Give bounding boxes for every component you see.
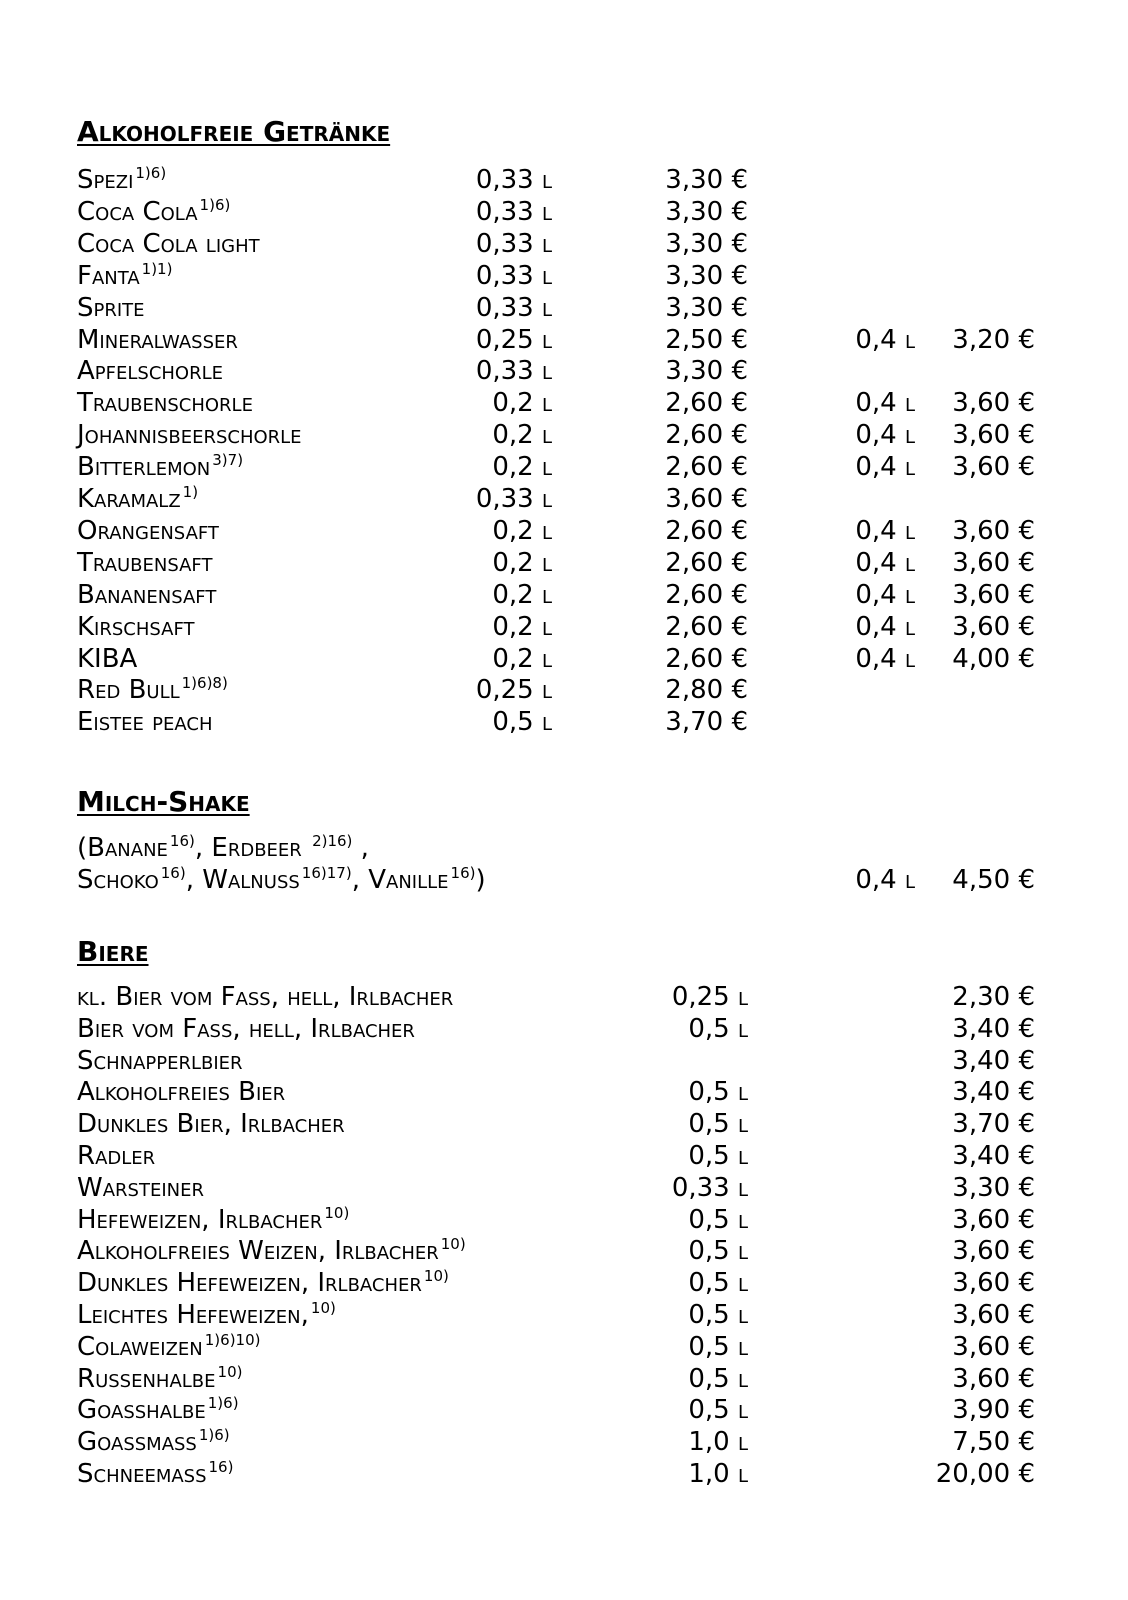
drink-name-text: Traubensaft — [77, 547, 213, 578]
drink-row — [0, 260, 1128, 292]
drink-row — [0, 547, 1128, 579]
drink-volume: 0,25 l — [475, 324, 552, 355]
drink-volume-large: 0,4 l — [855, 611, 915, 642]
beer-row — [0, 1331, 1128, 1363]
beer-price: 3,60 € — [952, 1363, 1035, 1394]
beer-price: 3,40 € — [952, 1077, 1035, 1108]
drink-name-text: Sprite — [77, 292, 145, 323]
allergen-footnote: 16) — [450, 864, 476, 882]
drink-price: 3,30 € — [665, 165, 748, 195]
beer-volume: 0,5 l — [688, 1141, 748, 1171]
beer-price: 3,40 € — [952, 1045, 1035, 1076]
drink-name — [77, 674, 228, 706]
drink-volume: 0,33 l — [475, 356, 552, 387]
drink-volume: 0,2 l — [492, 547, 552, 578]
beer-price: 3,90 € — [952, 1395, 1035, 1426]
beer-name-text: Radler — [77, 1141, 156, 1171]
beer-name-text: Russenhalbe — [77, 1363, 216, 1394]
beer-row — [0, 1204, 1128, 1236]
section-heading-alkoholfrei: Alkoholfreie Getränke — [77, 115, 391, 148]
drink-volume-large: 0,4 l — [855, 420, 915, 451]
allergen-footnote: 1)6) — [135, 164, 167, 182]
beer-name — [77, 1426, 230, 1458]
beer-name-text: Schnapperlbier — [77, 1045, 243, 1076]
beer-volume: 0,5 l — [688, 1300, 748, 1330]
drink-price: 2,60 € — [665, 579, 748, 610]
drink-name — [77, 419, 302, 451]
drink-volume: 0,2 l — [492, 579, 552, 610]
drink-name-text: Spezi — [77, 165, 134, 195]
drink-volume: 0,2 l — [492, 452, 552, 483]
drink-row — [0, 324, 1128, 356]
allergen-footnote: 16) — [160, 864, 186, 882]
beer-name — [77, 1013, 415, 1045]
allergen-footnote: 10) — [324, 1203, 350, 1222]
drink-name — [77, 706, 213, 738]
beer-volume: 1,0 l — [688, 1427, 748, 1458]
beer-price: 7,50 € — [952, 1427, 1035, 1458]
drink-name — [77, 451, 243, 483]
drink-volume-large: 0,4 l — [855, 388, 915, 419]
drink-price: 2,50 € — [665, 324, 748, 355]
drink-volume-large: 0,4 l — [855, 643, 915, 674]
drink-volume: 0,2 l — [492, 515, 552, 546]
beer-name — [77, 1172, 204, 1204]
drink-price: 2,60 € — [665, 547, 748, 578]
drink-name — [77, 643, 137, 675]
drink-price: 2,60 € — [665, 452, 748, 483]
beer-volume: 1,0 l — [688, 1459, 748, 1489]
drink-name-text: Bananensaft — [77, 579, 217, 610]
drink-name — [77, 324, 238, 356]
drink-name-text: KIBA — [77, 643, 138, 674]
milchshake-volume: 0,4 l — [855, 865, 915, 895]
beer-price: 20,00 € — [935, 1459, 1035, 1489]
drink-volume: 0,33 l — [475, 196, 552, 227]
drink-volume-large: 0,4 l — [855, 324, 915, 355]
drink-price: 3,30 € — [665, 292, 748, 323]
drink-name-text: Fanta — [77, 260, 140, 291]
drink-row — [0, 483, 1128, 515]
beer-price: 3,60 € — [952, 1204, 1035, 1235]
beer-volume: 0,5 l — [688, 1331, 748, 1362]
drink-name-text: Coca Cola light — [77, 228, 260, 259]
beer-price: 3,60 € — [952, 1331, 1035, 1362]
beer-row — [0, 1108, 1128, 1140]
beer-name — [77, 1458, 233, 1490]
milchshake-row-2 — [0, 864, 1128, 896]
drink-volume: 0,33 l — [475, 228, 552, 259]
beer-price: 2,30 € — [952, 982, 1035, 1012]
drink-price: 2,60 € — [665, 515, 748, 546]
beer-volume: 0,5 l — [688, 1077, 748, 1108]
beer-name — [77, 1363, 242, 1395]
drink-volume: 0,33 l — [475, 484, 552, 514]
flavor-text: ) — [475, 865, 486, 895]
drink-row — [0, 579, 1128, 611]
drink-name — [77, 515, 219, 547]
allergen-footnote: 3)7) — [212, 451, 244, 470]
beer-name — [77, 1299, 336, 1331]
milchshake-price: 4,50 € — [952, 865, 1035, 895]
drink-row — [0, 451, 1128, 483]
allergen-footnote: 16)17) — [301, 864, 352, 882]
drink-name — [77, 387, 253, 419]
drink-price: 3,30 € — [665, 228, 748, 259]
drink-row — [0, 611, 1128, 643]
beer-name-text: Hefeweizen, Irlbacher — [77, 1204, 323, 1235]
beer-volume: 0,25 l — [671, 982, 748, 1012]
drink-price-large: 4,00 € — [952, 643, 1035, 674]
beer-price: 3,40 € — [952, 1141, 1035, 1171]
drink-name — [77, 611, 195, 643]
allergen-footnote: 10) — [440, 1235, 466, 1254]
drink-volume: 0,2 l — [492, 643, 552, 674]
drink-volume: 0,2 l — [492, 611, 552, 642]
drink-row — [0, 292, 1128, 324]
drink-price: 3,30 € — [665, 196, 748, 227]
drink-price: 2,60 € — [665, 388, 748, 419]
beer-name-text: Colaweizen — [77, 1331, 203, 1362]
beer-name-text: Alkoholfreies Bier — [77, 1077, 286, 1108]
beer-name — [77, 1267, 449, 1299]
milchshake-row-1 — [0, 832, 1128, 864]
drink-name-text: Johannisbeerschorle — [77, 420, 302, 451]
beer-volume: 0,5 l — [688, 1236, 748, 1267]
drink-price: 3,30 € — [665, 356, 748, 387]
drink-name-text: Apfelschorle — [77, 356, 224, 387]
drink-volume: 0,33 l — [475, 292, 552, 323]
drink-row — [0, 228, 1128, 260]
beer-volume: 0,5 l — [688, 1109, 748, 1140]
drink-name-text: Karamalz — [77, 484, 181, 514]
drink-row — [0, 164, 1128, 196]
beer-name — [77, 1108, 345, 1140]
drink-volume: 0,2 l — [492, 420, 552, 451]
beer-row — [0, 1299, 1128, 1331]
drink-name-text: Traubenschorle — [77, 388, 253, 419]
allergen-footnote: 1)6) — [198, 1426, 230, 1445]
beer-name — [77, 1140, 155, 1172]
allergen-footnote: 16) — [169, 832, 195, 850]
drink-volume: 0,33 l — [475, 260, 552, 291]
allergen-footnote: 1)6)10) — [204, 1330, 261, 1349]
drink-name-text: Kirschsaft — [77, 611, 195, 642]
drink-row — [0, 387, 1128, 419]
section-heading-biere: Biere — [77, 935, 149, 968]
drink-volume-large: 0,4 l — [855, 452, 915, 483]
drink-row — [0, 196, 1128, 228]
beer-name-text: Goassmass — [77, 1427, 197, 1458]
drink-name — [77, 196, 230, 228]
section-heading-milchshake: Milch-Shake — [77, 785, 250, 818]
beer-price: 3,60 € — [952, 1236, 1035, 1267]
drink-name — [77, 260, 172, 292]
beer-volume: 0,5 l — [688, 1204, 748, 1235]
drink-row — [0, 515, 1128, 547]
drink-price-large: 3,60 € — [952, 452, 1035, 483]
drink-volume: 0,25 l — [475, 675, 552, 706]
beer-name-text: Dunkles Hefeweizen, Irlbacher — [77, 1268, 422, 1299]
beer-price: 3,70 € — [952, 1109, 1035, 1140]
beer-name-text: Warsteiner — [77, 1172, 204, 1203]
beer-row — [0, 1235, 1128, 1267]
milchshake-flavors-line-1 — [77, 832, 369, 864]
beer-name — [77, 1045, 243, 1077]
beer-row — [0, 1458, 1128, 1490]
drink-price: 2,60 € — [665, 643, 748, 674]
beer-row — [0, 1267, 1128, 1299]
drink-price: 2,80 € — [665, 675, 748, 706]
drink-price: 3,70 € — [665, 707, 748, 738]
allergen-footnote: 10) — [217, 1362, 243, 1381]
drink-price: 3,60 € — [665, 484, 748, 514]
flavor-text: (Banane — [77, 833, 168, 863]
beer-name-text: Alkoholfreies Weizen, Irlbacher — [77, 1236, 439, 1267]
drink-name — [77, 292, 145, 324]
drink-name — [77, 579, 216, 611]
flavor-text: , — [352, 833, 369, 863]
drink-price-large: 3,60 € — [952, 611, 1035, 642]
flavor-text: Schoko — [77, 865, 159, 895]
drink-volume-large: 0,4 l — [855, 579, 915, 610]
drink-name — [77, 228, 260, 260]
drink-price-large: 3,20 € — [952, 324, 1035, 355]
beer-row — [0, 1394, 1128, 1426]
beer-volume: 0,5 l — [688, 1013, 748, 1044]
beer-volume: 0,5 l — [688, 1363, 748, 1394]
drink-price-large: 3,60 € — [952, 515, 1035, 546]
drink-volume: 0,2 l — [492, 388, 552, 419]
beer-row — [0, 1363, 1128, 1395]
beer-name-text: kl. Bier vom Fass, hell, Irlbacher — [77, 982, 454, 1012]
beer-name — [77, 1076, 285, 1108]
drink-price-large: 3,60 € — [952, 388, 1035, 419]
beer-name-text: Schneemass — [77, 1459, 207, 1489]
drink-name-text: Mineralwasser — [77, 324, 238, 355]
drink-volume-large: 0,4 l — [855, 547, 915, 578]
allergen-footnote: 1)1) — [141, 259, 173, 278]
allergen-footnote: 1)6)8) — [181, 674, 228, 693]
beer-row — [0, 981, 1128, 1013]
beer-name — [77, 1394, 239, 1426]
drink-row — [0, 674, 1128, 706]
beer-row — [0, 1172, 1128, 1204]
drink-row — [0, 706, 1128, 738]
drink-price-large: 3,60 € — [952, 420, 1035, 451]
drink-name-text: Red Bull — [77, 675, 180, 706]
allergen-footnote: 1)6) — [207, 1394, 239, 1413]
beer-name-text: Goasshalbe — [77, 1395, 206, 1426]
flavor-text: , Vanille — [351, 865, 449, 895]
drink-price-large: 3,60 € — [952, 579, 1035, 610]
allergen-footnote: 1) — [182, 483, 199, 501]
beer-price: 3,60 € — [952, 1268, 1035, 1299]
flavor-text: , Erdbeer — [194, 833, 311, 863]
drink-price: 2,60 € — [665, 420, 748, 451]
beer-name — [77, 1235, 466, 1267]
beer-name-text: Bier vom Fass, hell, Irlbacher — [77, 1013, 415, 1044]
beer-name-text: Dunkles Bier, Irlbacher — [77, 1109, 345, 1140]
flavor-text: , Walnuss — [185, 865, 300, 895]
allergen-footnote: 10) — [423, 1267, 449, 1286]
drink-name-text: Eistee peach — [77, 707, 213, 738]
beer-name-text: Leichtes Hefeweizen, — [77, 1300, 309, 1330]
drink-price: 2,60 € — [665, 611, 748, 642]
beer-volume: 0,5 l — [688, 1395, 748, 1426]
drink-row — [0, 355, 1128, 387]
drink-name — [77, 164, 166, 196]
beer-row — [0, 1013, 1128, 1045]
beer-volume: 0,5 l — [688, 1268, 748, 1299]
beer-row — [0, 1426, 1128, 1458]
beer-name — [77, 1204, 349, 1236]
beer-row — [0, 1045, 1128, 1077]
drink-price: 3,30 € — [665, 260, 748, 291]
drink-volume: 0,5 l — [492, 707, 552, 738]
drink-volume: 0,33 l — [475, 165, 552, 195]
drink-name — [77, 547, 212, 579]
allergen-footnote: 10) — [310, 1299, 336, 1317]
drink-name — [77, 483, 198, 515]
drink-name-text: Coca Cola — [77, 196, 198, 227]
allergen-footnote: 1)6) — [199, 195, 231, 214]
drink-name-text: Orangensaft — [77, 515, 219, 546]
allergen-footnote: 16) — [208, 1458, 234, 1476]
beer-price: 3,60 € — [952, 1300, 1035, 1330]
beer-price: 3,40 € — [952, 1013, 1035, 1044]
beer-volume: 0,33 l — [671, 1172, 748, 1203]
drink-volume-large: 0,4 l — [855, 515, 915, 546]
beer-row — [0, 1140, 1128, 1172]
beer-name — [77, 1331, 260, 1363]
drink-row — [0, 643, 1128, 675]
beer-row — [0, 1076, 1128, 1108]
drink-name — [77, 355, 223, 387]
beer-name — [77, 981, 453, 1013]
beer-price: 3,30 € — [952, 1172, 1035, 1203]
milchshake-flavors-line-2 — [77, 864, 486, 896]
drink-row — [0, 419, 1128, 451]
allergen-footnote: 2)16) — [312, 832, 353, 850]
drink-name-text: Bitterlemon — [77, 452, 211, 483]
drink-price-large: 3,60 € — [952, 547, 1035, 578]
